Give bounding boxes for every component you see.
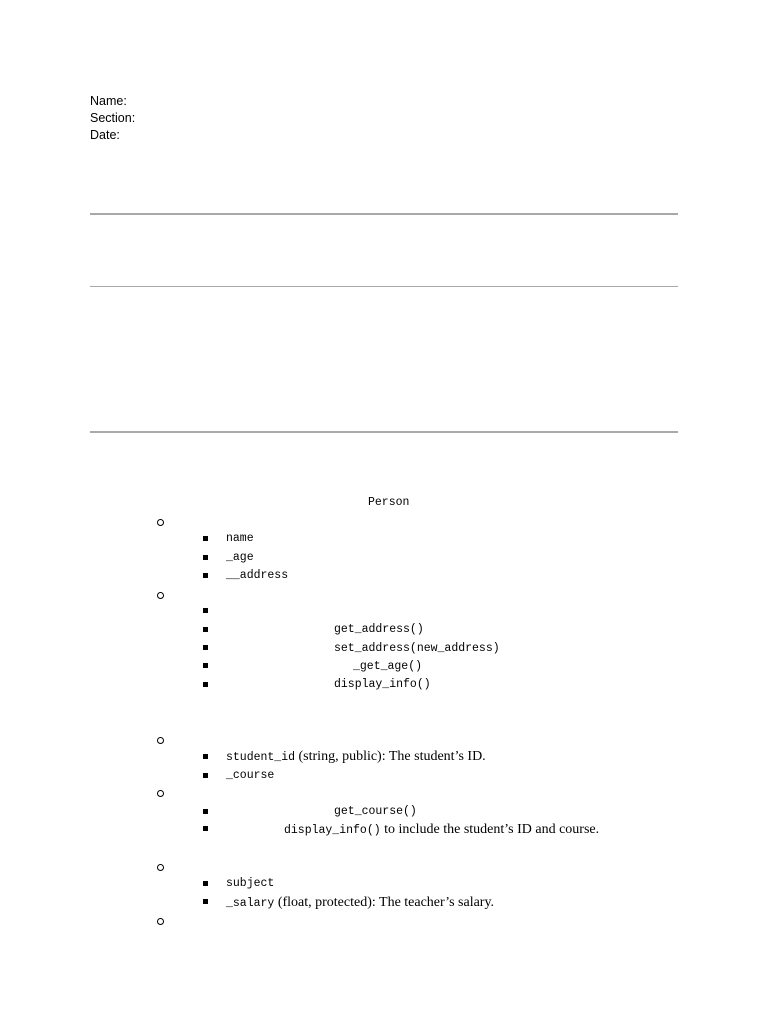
- teacher-attr-salary: [226, 893, 494, 913]
- student-method-display-info: [284, 820, 599, 840]
- circle-bullet-icon: [157, 519, 164, 526]
- circle-bullet-icon: [157, 790, 164, 797]
- student-attr-course: _course: [226, 769, 275, 782]
- square-bullet-icon: [203, 682, 208, 687]
- divider-2: [90, 286, 678, 287]
- class-title: Person: [368, 496, 410, 509]
- square-bullet-icon: [203, 608, 208, 613]
- circle-bullet-icon: [157, 864, 164, 871]
- square-bullet-icon: [203, 573, 208, 578]
- name-label: Name:: [90, 94, 127, 108]
- date-label: Date:: [90, 128, 120, 142]
- student-attr-id: [226, 747, 486, 767]
- square-bullet-icon: [203, 663, 208, 668]
- square-bullet-icon: [203, 899, 208, 904]
- student-method-display-info-code: display_info(): [284, 824, 381, 837]
- student-method-display-info-desc: to include the student’s ID and course.: [380, 822, 600, 837]
- square-bullet-icon: [203, 881, 208, 886]
- square-bullet-icon: [203, 754, 208, 759]
- teacher-attr-salary-code: _salary: [226, 897, 275, 910]
- person-attr-address: __address: [226, 569, 289, 582]
- person-method-display-info: display_info(): [334, 678, 431, 691]
- person-attr-name: name: [226, 532, 254, 545]
- square-bullet-icon: [203, 627, 208, 632]
- circle-bullet-icon: [157, 737, 164, 744]
- square-bullet-icon: [203, 536, 208, 541]
- person-method-set-address: set_address(new_address): [334, 642, 500, 655]
- square-bullet-icon: [203, 645, 208, 650]
- teacher-attr-salary-desc: (float, protected): The teacher’s salary.: [274, 895, 495, 910]
- circle-bullet-icon: [157, 592, 164, 599]
- teacher-attr-subject: subject: [226, 877, 275, 890]
- square-bullet-icon: [203, 773, 208, 778]
- square-bullet-icon: [203, 555, 208, 560]
- person-attr-age: _age: [226, 551, 254, 564]
- person-method-get-age: _get_age(): [353, 660, 423, 673]
- square-bullet-icon: [203, 809, 208, 814]
- person-method-get-address: get_address(): [334, 623, 424, 636]
- section-label: Section:: [90, 111, 136, 125]
- student-attr-id-desc: (string, public): The student’s ID.: [295, 749, 486, 764]
- divider-3: [90, 431, 678, 433]
- divider-1: [90, 213, 678, 215]
- student-method-get-course: get_course(): [334, 805, 417, 818]
- student-attr-id-code: student_id: [226, 751, 296, 764]
- circle-bullet-icon: [157, 918, 164, 925]
- square-bullet-icon: [203, 826, 208, 831]
